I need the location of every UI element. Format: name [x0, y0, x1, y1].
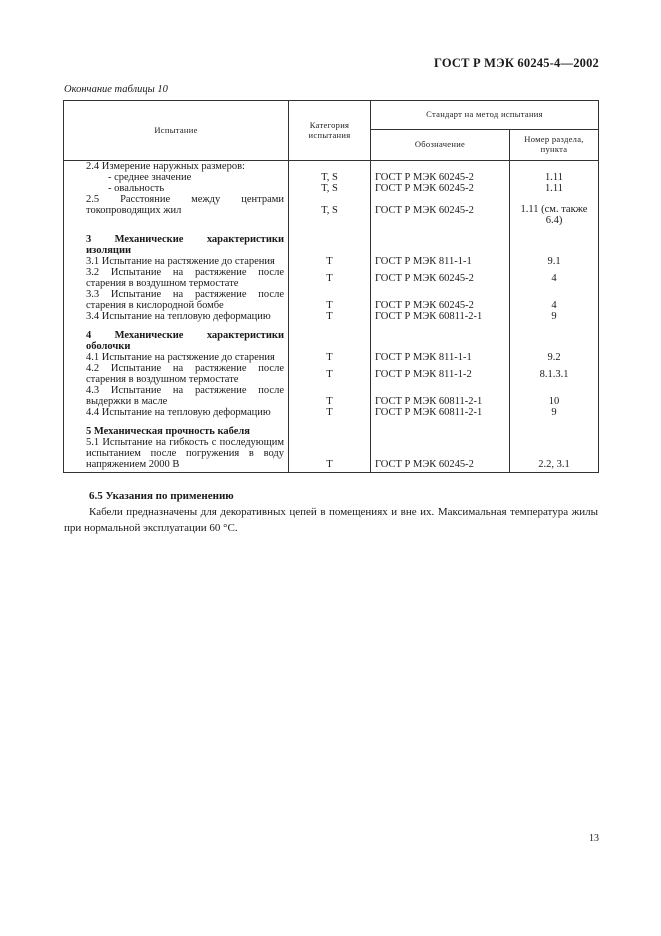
table-caption: Окончание таблицы 10: [64, 84, 168, 95]
test-standard: ГОСТ Р МЭК 60245-2: [371, 194, 510, 226]
test-section: 8.1.3.1: [510, 363, 599, 385]
test-standard: ГОСТ Р МЭК 811-1-1: [371, 256, 510, 267]
table-row: [64, 289, 599, 311]
test-category: T, S: [289, 172, 371, 183]
test-section: [510, 330, 599, 352]
body-paragraph: [64, 505, 598, 537]
table-row: [64, 267, 599, 289]
test-standard: ГОСТ Р МЭК 811-1-2: [371, 363, 510, 385]
section-heading: 4 Механические характеристики оболочки: [64, 330, 289, 352]
header-standard: Стандарт на метод испытания: [371, 101, 599, 130]
document-header: ГОСТ Р МЭК 60245-4—2002: [434, 56, 599, 70]
test-category: [289, 330, 371, 352]
test-category: T: [289, 385, 371, 407]
test-name: 4.1 Испытание на растяжение до старения: [64, 352, 289, 363]
test-section: 1.11 (см. также 6.4): [510, 194, 599, 226]
page-number: 13: [589, 833, 599, 844]
table-row: [64, 234, 599, 256]
test-category: T: [289, 311, 371, 322]
test-name: 2.5 Расстояние между центрами токопроводящих жил: [64, 194, 289, 226]
test-section: 4: [510, 267, 599, 289]
subsection-title: 6.5 Указания по применению: [89, 490, 234, 502]
section-heading: 3 Механические характеристики изоляции: [64, 234, 289, 256]
test-section: 2.2, 3.1: [510, 437, 599, 473]
test-section: 9.1: [510, 256, 599, 267]
test-category: T: [289, 437, 371, 473]
test-standard: ГОСТ Р МЭК 60811-2-1: [371, 311, 510, 322]
test-name: - овальность: [108, 183, 165, 195]
test-name: 3.1 Испытание на растяжение до старения: [64, 256, 289, 267]
table-row: [64, 407, 599, 418]
test-section: 9: [510, 407, 599, 418]
test-name: 5.1 Испытание на гибкость с последующим испытанием после погружения в воду напряжением 2000 В: [64, 437, 289, 473]
table-row: [64, 352, 599, 363]
tests-table: [63, 100, 599, 473]
test-name: 4.4 Испытание на тепловую деформацию: [64, 407, 289, 418]
test-section: 9.2: [510, 352, 599, 363]
test-section: 1.11: [510, 172, 599, 183]
test-category: T: [289, 352, 371, 363]
test-category: [289, 161, 371, 173]
test-section: 4: [510, 289, 599, 311]
test-name: 2.4 Измерение наружных размеров:: [86, 161, 245, 172]
test-section: [510, 426, 599, 437]
test-category: T: [289, 363, 371, 385]
table-row: [64, 426, 599, 437]
test-category: T: [289, 407, 371, 418]
test-section: 1.11: [510, 183, 599, 194]
test-standard: [371, 330, 510, 352]
test-name: - среднее значение: [108, 172, 192, 184]
table-row: [64, 194, 599, 226]
test-standard: ГОСТ Р МЭК 60245-2: [371, 183, 510, 194]
test-category: T: [289, 289, 371, 311]
test-name: 4.3 Испытание на растяжение после выдержки в масле: [64, 385, 289, 407]
test-category: [289, 234, 371, 256]
table-row: [64, 311, 599, 322]
test-standard: [371, 234, 510, 256]
test-section: 9: [510, 311, 599, 322]
table-row: [64, 161, 599, 173]
table-row: [64, 256, 599, 267]
table-row: [64, 385, 599, 407]
table-row: [64, 172, 599, 183]
table-row: [64, 183, 599, 194]
table-row: [64, 330, 599, 352]
test-category: T: [289, 256, 371, 267]
test-standard: ГОСТ Р МЭК 60245-2: [371, 172, 510, 183]
paragraph-text: Кабели предназначены для декоративных цепей в помещениях и вне их. Максимальная температура жилы при нормальной эксплуатации 60 °С.: [64, 506, 598, 534]
header-category: Категория испытания: [289, 101, 371, 161]
test-name: 4.2 Испытание на растяжение после старения в воздушном термостате: [64, 363, 289, 385]
test-category: T, S: [289, 183, 371, 194]
header-designation: Обозначение: [371, 130, 510, 161]
test-section: 10: [510, 385, 599, 407]
test-standard: ГОСТ Р МЭК 60245-2: [371, 267, 510, 289]
header-test: Испытание: [64, 101, 289, 161]
test-standard: ГОСТ Р МЭК 60245-2: [371, 437, 510, 473]
test-name: 3.3 Испытание на растяжение после старения в кислородной бомбе: [64, 289, 289, 311]
test-standard: ГОСТ Р МЭК 60811-2-1: [371, 385, 510, 407]
test-category: T, S: [289, 194, 371, 226]
test-standard: ГОСТ Р МЭК 811-1-1: [371, 352, 510, 363]
test-standard: ГОСТ Р МЭК 60245-2: [371, 289, 510, 311]
test-standard: [371, 161, 510, 173]
test-standard: [371, 426, 510, 437]
test-name: 3.2 Испытание на растяжение после старения в воздушном термостате: [64, 267, 289, 289]
table-row: [64, 363, 599, 385]
test-category: T: [289, 267, 371, 289]
test-section: [510, 234, 599, 256]
test-name: 3.4 Испытание на тепловую деформацию: [64, 311, 289, 322]
test-standard: ГОСТ Р МЭК 60811-2-1: [371, 407, 510, 418]
header-section: Номер раздела, пункта: [510, 130, 599, 161]
section-heading: 5 Механическая прочность кабеля: [64, 426, 289, 437]
test-section: [510, 161, 599, 173]
test-category: [289, 426, 371, 437]
table-row: [64, 437, 599, 473]
